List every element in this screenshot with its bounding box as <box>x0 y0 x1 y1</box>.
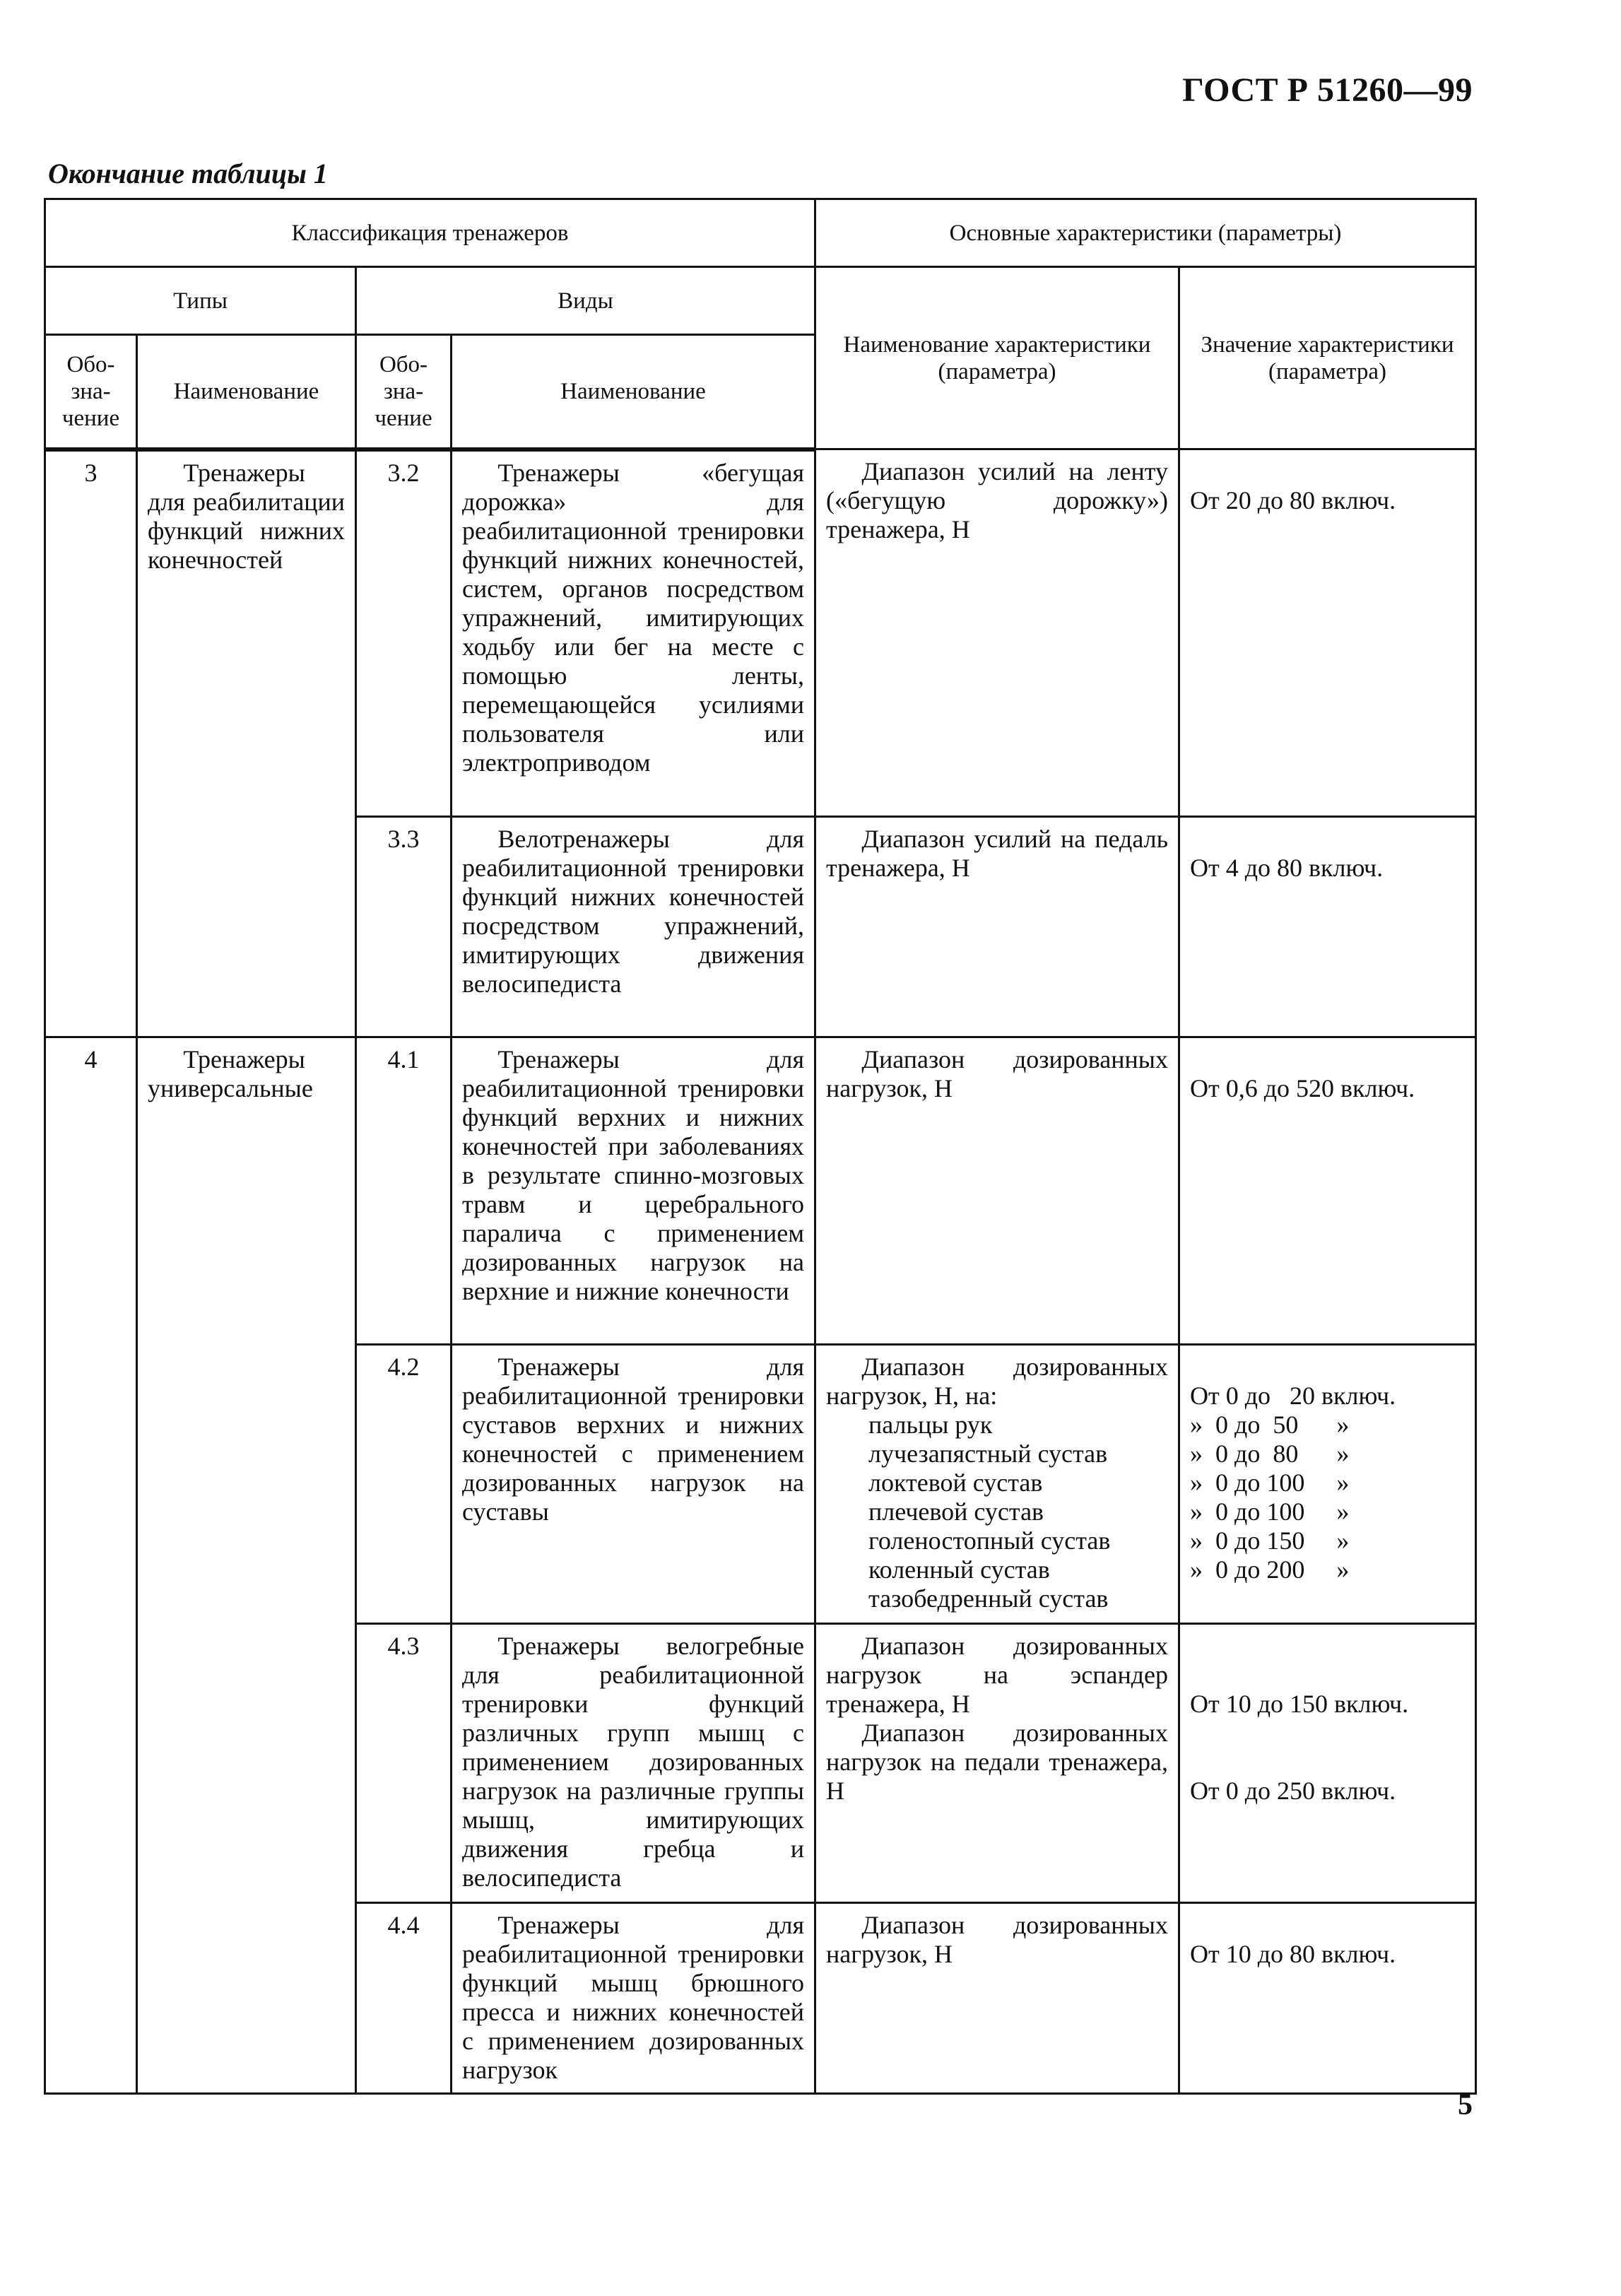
header-kinds: Виды <box>356 267 815 335</box>
param-value <box>1179 1624 1476 1903</box>
kind-code: 4.3 <box>356 1624 452 1903</box>
param-value <box>1179 1345 1476 1624</box>
joint-label: голеностопный сустав <box>868 1526 1111 1555</box>
param-name: Диапазон дозированных нагрузок, Н <box>815 1037 1179 1345</box>
header-kind-name: Наименование <box>452 335 815 449</box>
header-param-value: Значение характеристики (параметра) <box>1179 267 1476 449</box>
param-value: От 0,6 до 520 включ. <box>1179 1037 1476 1345</box>
param-name-1: Диапазон дозированных нагрузок на эспандер тренажера, Н <box>826 1632 1168 1718</box>
header-type-designation: Обо- зна- чение <box>45 335 137 449</box>
param-name: Диапазон усилий на ленту («бегущую дорожку») тренажера, Н <box>815 449 1179 817</box>
kind-name: Тренажеры для реабилитационной тренировки суставов верхних и нижних конечностей с применением дозированных нагрузок на суставы <box>452 1345 815 1624</box>
param-value: От 4 до 80 включ. <box>1179 817 1476 1037</box>
kind-name: Велотренажеры для реабилитационной тренировки функций нижних конечностей посредством упражнений, имитирующих движения велосипедиста <box>452 817 815 1037</box>
param-value: От 20 до 80 включ. <box>1179 449 1476 817</box>
joint-value: » 0 до 100 » <box>1190 1468 1350 1497</box>
joint-value: » 0 до 150 » <box>1190 1526 1350 1555</box>
header-type-name: Наименование <box>137 335 356 449</box>
header-param-name: Наименование характеристики (параметра) <box>815 267 1179 449</box>
header-classification: Классификация тренажеров <box>45 199 815 267</box>
header-types: Типы <box>45 267 356 335</box>
kind-name: Тренажеры велогребные для реабилитационной тренировки функций различных групп мышц с применением дозированных нагрузок на различные группы мышц, имитирующих движения гребца и велосипедиста <box>452 1624 815 1903</box>
joint-value: От 0 до 20 включ. <box>1190 1382 1396 1410</box>
kind-name: Тренажеры «бегущая дорожка» для реабилитационной тренировки функций нижних конечностей, систем, органов посредством упражнений, имитирующих ходьбу или бег на месте с помощью ленты, перемещающейся усилиями пользователя или электроприводом <box>452 449 815 817</box>
type-code: 3 <box>45 449 137 1037</box>
param-name: Диапазон усилий на педаль тренажера, Н <box>815 817 1179 1037</box>
joint-label: плечевой сустав <box>868 1497 1044 1526</box>
param-value-2: От 0 до 250 включ. <box>1190 1777 1396 1805</box>
param-name <box>815 1345 1179 1624</box>
joint-label: лучезапястный сустав <box>868 1440 1108 1468</box>
joint-label: тазобедренный сустав <box>868 1584 1109 1613</box>
param-name-2: Диапазон дозированных нагрузок на педали тренажера, Н <box>826 1719 1168 1805</box>
table-caption: Окончание таблицы 1 <box>48 158 328 189</box>
param-name: Диапазон дозированных нагрузок, Н <box>815 1903 1179 2094</box>
table-row <box>45 1037 1476 1345</box>
joint-label: локтевой сустав <box>868 1468 1043 1497</box>
kind-code: 4.1 <box>356 1037 452 1345</box>
joint-label: коленный сустав <box>868 1555 1050 1584</box>
header-kind-designation: Обо- зна- чение <box>356 335 452 449</box>
kind-name: Тренажеры для реабилитационной тренировки функций верхних и нижних конечностей при заболеваниях в результате спинно-мозговых травм и церебрального паралича с применением дозированных нагрузок на верхние и нижние конечности <box>452 1037 815 1345</box>
kind-code: 3.2 <box>356 449 452 817</box>
kind-code: 4.2 <box>356 1345 452 1624</box>
kind-code: 3.3 <box>356 817 452 1037</box>
header-main-params: Основные характеристики (параметры) <box>815 199 1476 267</box>
param-name <box>815 1624 1179 1903</box>
document-code: ГОСТ Р 51260—99 <box>1182 71 1473 109</box>
type-code: 4 <box>45 1037 137 2094</box>
joint-value: » 0 до 50 » <box>1190 1411 1350 1439</box>
param-value-1: От 10 до 150 включ. <box>1190 1690 1409 1718</box>
param-value: От 10 до 80 включ. <box>1179 1903 1476 2094</box>
joints-intro: Диапазон дозированных нагрузок, Н, на: <box>826 1353 1168 1410</box>
classification-table <box>44 198 1477 2095</box>
table-row <box>45 449 1476 817</box>
type-name: Тренажеры для реабилитации функций нижних конечностей <box>137 449 356 1037</box>
type-name: Тренажеры универсальные <box>137 1037 356 2094</box>
joint-label: пальцы рук <box>868 1411 993 1439</box>
joint-value: » 0 до 100 » <box>1190 1497 1350 1526</box>
kind-name: Тренажеры для реабилитационной тренировки функций мышц брюшного пресса и нижних конечностей с применением дозированных нагрузок <box>452 1903 815 2094</box>
page-number: 5 <box>1458 2089 1473 2121</box>
kind-code: 4.4 <box>356 1903 452 2094</box>
joint-value: » 0 до 80 » <box>1190 1440 1350 1468</box>
joint-value: » 0 до 200 » <box>1190 1555 1350 1584</box>
